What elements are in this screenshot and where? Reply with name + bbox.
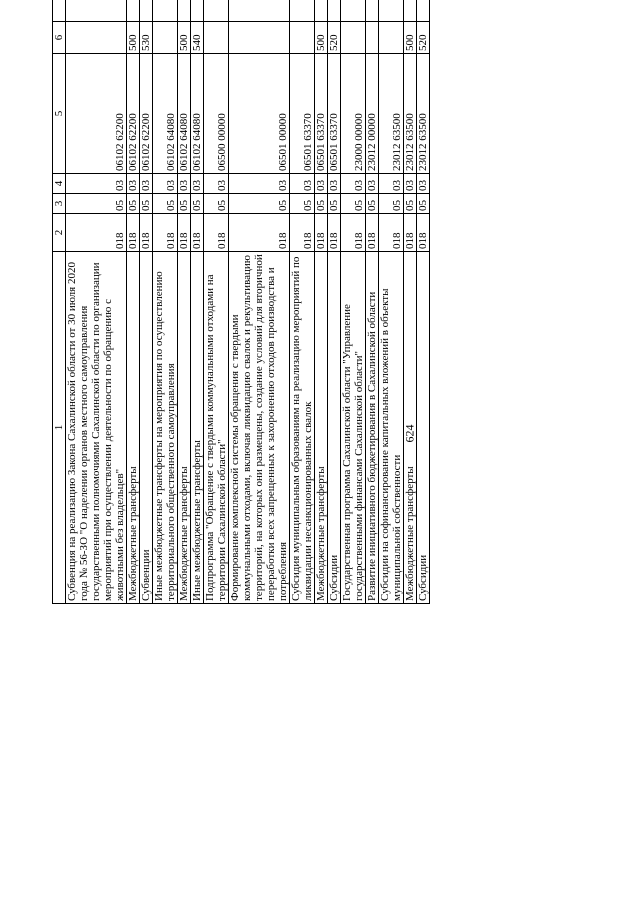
- expense-type-cell: [204, 22, 229, 54]
- rotated-budget-table-container: [52, 0, 598, 604]
- amount-cell: [153, 0, 178, 22]
- target-article-cell: 06102 64080: [191, 54, 204, 174]
- expense-type-cell: 520: [417, 22, 430, 54]
- subsection-code-cell: 03: [290, 174, 315, 194]
- grbs-code-cell: 018: [229, 214, 290, 252]
- row-name-cell: Межбюджетные трансферты: [404, 252, 417, 604]
- grbs-code-cell: 018: [153, 214, 178, 252]
- subsection-code-cell: 03: [404, 174, 417, 194]
- section-code-cell: 05: [404, 194, 417, 214]
- row-name-cell: Иные межбюджетные трансферты: [191, 252, 204, 604]
- target-article-cell: 06501 63370: [290, 54, 315, 174]
- table-row: [153, 0, 178, 604]
- section-code-cell: 05: [341, 194, 366, 214]
- row-name-cell: Субвенции: [140, 252, 153, 604]
- table-row: [379, 0, 404, 604]
- amount-cell: [315, 0, 328, 22]
- target-article-cell: 06501 00000: [229, 54, 290, 174]
- expense-type-cell: [341, 22, 366, 54]
- subsection-code-cell: 03: [66, 174, 127, 194]
- row-name-cell: Иные межбюджетные трансферты на мероприятия по осуществлению территориального общественного самоуправления: [153, 252, 178, 604]
- target-article-cell: 06102 62200: [127, 54, 140, 174]
- expense-type-cell: [290, 22, 315, 54]
- grbs-code-cell: 018: [341, 214, 366, 252]
- expense-type-cell: [229, 22, 290, 54]
- budget-table: [52, 0, 430, 604]
- grbs-code-cell: 018: [127, 214, 140, 252]
- subsection-code-cell: 03: [315, 174, 328, 194]
- column-header: 5: [53, 54, 66, 174]
- target-article-cell: 06102 64080: [153, 54, 178, 174]
- grbs-code-cell: 018: [140, 214, 153, 252]
- section-code-cell: 05: [178, 194, 191, 214]
- expense-type-cell: [66, 22, 127, 54]
- row-name-cell: Формирование комплексной системы обращения с твердыми коммунальными отходами, включая ликвидацию свалок и рекультивацию территорий, на которых они размещены, создание условий для вторичной переработки всех запрещенных к захоронению отходов производства и потребления: [229, 252, 290, 604]
- column-header: 4: [53, 174, 66, 194]
- section-code-cell: 05: [153, 194, 178, 214]
- expense-type-cell: 520: [328, 22, 341, 54]
- amount-cell: [341, 0, 366, 22]
- row-name-cell: Развитие инициативного бюджетирования в Сахалинской области: [366, 252, 379, 604]
- table-row: [290, 0, 315, 604]
- expense-type-cell: 500: [404, 22, 417, 54]
- table-row: [204, 0, 229, 604]
- subsection-code-cell: 03: [341, 174, 366, 194]
- row-name-cell: Субсидия муниципальным образованиям на реализацию мероприятий по ликвидации несанкционированных свалок: [290, 252, 315, 604]
- row-name-cell: Субсидии: [328, 252, 341, 604]
- amount-cell: [178, 0, 191, 22]
- column-header: 2: [53, 214, 66, 252]
- expense-type-cell: 500: [315, 22, 328, 54]
- table-header-row: [53, 0, 66, 604]
- grbs-code-cell: 018: [178, 214, 191, 252]
- target-article-cell: 23012 00000: [366, 54, 379, 174]
- section-code-cell: 05: [127, 194, 140, 214]
- target-article-cell: 23012 63500: [404, 54, 417, 174]
- amount-cell: [417, 0, 430, 22]
- grbs-code-cell: 018: [404, 214, 417, 252]
- table-row: [229, 0, 290, 604]
- grbs-code-cell: 018: [290, 214, 315, 252]
- section-code-cell: 05: [191, 194, 204, 214]
- subsection-code-cell: 03: [229, 174, 290, 194]
- subsection-code-cell: 03: [379, 174, 404, 194]
- amount-cell: [290, 0, 315, 22]
- row-name-cell: Межбюджетные трансферты: [178, 252, 191, 604]
- section-code-cell: 05: [315, 194, 328, 214]
- column-header: 6: [53, 22, 66, 54]
- target-article-cell: 23012 63500: [379, 54, 404, 174]
- subsection-code-cell: 03: [417, 174, 430, 194]
- subsection-code-cell: 03: [191, 174, 204, 194]
- amount-cell: [191, 0, 204, 22]
- grbs-code-cell: 018: [366, 214, 379, 252]
- target-article-cell: 06501 63370: [328, 54, 341, 174]
- table-row: [127, 0, 140, 604]
- page-number: 624: [402, 424, 417, 443]
- section-code-cell: 05: [379, 194, 404, 214]
- column-header: [53, 0, 66, 22]
- row-name-cell: Подпрограмма "Обращение с твердыми коммунальными отходами на территории Сахалинской области": [204, 252, 229, 604]
- subsection-code-cell: 03: [153, 174, 178, 194]
- section-code-cell: 05: [328, 194, 341, 214]
- amount-cell: [229, 0, 290, 22]
- subsection-code-cell: 03: [366, 174, 379, 194]
- target-article-cell: 06501 63370: [315, 54, 328, 174]
- target-article-cell: 23012 63500: [417, 54, 430, 174]
- section-code-cell: 05: [140, 194, 153, 214]
- section-code-cell: 05: [290, 194, 315, 214]
- table-row: [178, 0, 191, 604]
- row-name-cell: Межбюджетные трансферты: [315, 252, 328, 604]
- section-code-cell: 05: [204, 194, 229, 214]
- section-code-cell: 05: [66, 194, 127, 214]
- expense-type-cell: [366, 22, 379, 54]
- section-code-cell: 05: [229, 194, 290, 214]
- grbs-code-cell: 018: [328, 214, 341, 252]
- grbs-code-cell: 018: [191, 214, 204, 252]
- subsection-code-cell: 03: [140, 174, 153, 194]
- table-row: [140, 0, 153, 604]
- subsection-code-cell: 03: [328, 174, 341, 194]
- expense-type-cell: 540: [191, 22, 204, 54]
- table-row: [417, 0, 430, 604]
- grbs-code-cell: 018: [379, 214, 404, 252]
- column-header: 1: [53, 252, 66, 604]
- expense-type-cell: 500: [178, 22, 191, 54]
- table-row: [315, 0, 328, 604]
- subsection-code-cell: 03: [178, 174, 191, 194]
- expense-type-cell: 530: [140, 22, 153, 54]
- row-name-cell: Субсидии на софинансирование капитальных вложений в объекты муниципальной собственности: [379, 252, 404, 604]
- grbs-code-cell: 018: [315, 214, 328, 252]
- table-row: [366, 0, 379, 604]
- amount-cell: [379, 0, 404, 22]
- amount-cell: [328, 0, 341, 22]
- table-row: [328, 0, 341, 604]
- target-article-cell: 06102 64080: [178, 54, 191, 174]
- target-article-cell: 06500 00000: [204, 54, 229, 174]
- section-code-cell: 05: [366, 194, 379, 214]
- amount-cell: [204, 0, 229, 22]
- subsection-code-cell: 03: [204, 174, 229, 194]
- row-name-cell: Субсидии: [417, 252, 430, 604]
- amount-cell: [404, 0, 417, 22]
- table-row: [341, 0, 366, 604]
- grbs-code-cell: 018: [66, 214, 127, 252]
- row-name-cell: Государственная программа Сахалинской области "Управление государственными финансами Сахалинской области": [341, 252, 366, 604]
- row-name-cell: Субвенция на реализацию Закона Сахалинской области от 30 июля 2020 года № 56-ЗО "О наделении органов местного самоуправления государственными полномочиями Сахалинской области по организации мероприятий при осуществлении деятельности по обращению с животными без владельцев": [66, 252, 127, 604]
- target-article-cell: 23000 00000: [341, 54, 366, 174]
- grbs-code-cell: 018: [417, 214, 430, 252]
- column-header: 3: [53, 194, 66, 214]
- table-row: [404, 0, 417, 604]
- target-article-cell: 06102 62200: [140, 54, 153, 174]
- subsection-code-cell: 03: [127, 174, 140, 194]
- amount-cell: [366, 0, 379, 22]
- target-article-cell: 06102 62200: [66, 54, 127, 174]
- section-code-cell: 05: [417, 194, 430, 214]
- expense-type-cell: [379, 22, 404, 54]
- row-name-cell: Межбюджетные трансферты: [127, 252, 140, 604]
- amount-cell: [127, 0, 140, 22]
- expense-type-cell: 500: [127, 22, 140, 54]
- amount-cell: [140, 0, 153, 22]
- grbs-code-cell: 018: [204, 214, 229, 252]
- amount-cell: [66, 0, 127, 22]
- table-row: [191, 0, 204, 604]
- table-row: [66, 0, 127, 604]
- expense-type-cell: [153, 22, 178, 54]
